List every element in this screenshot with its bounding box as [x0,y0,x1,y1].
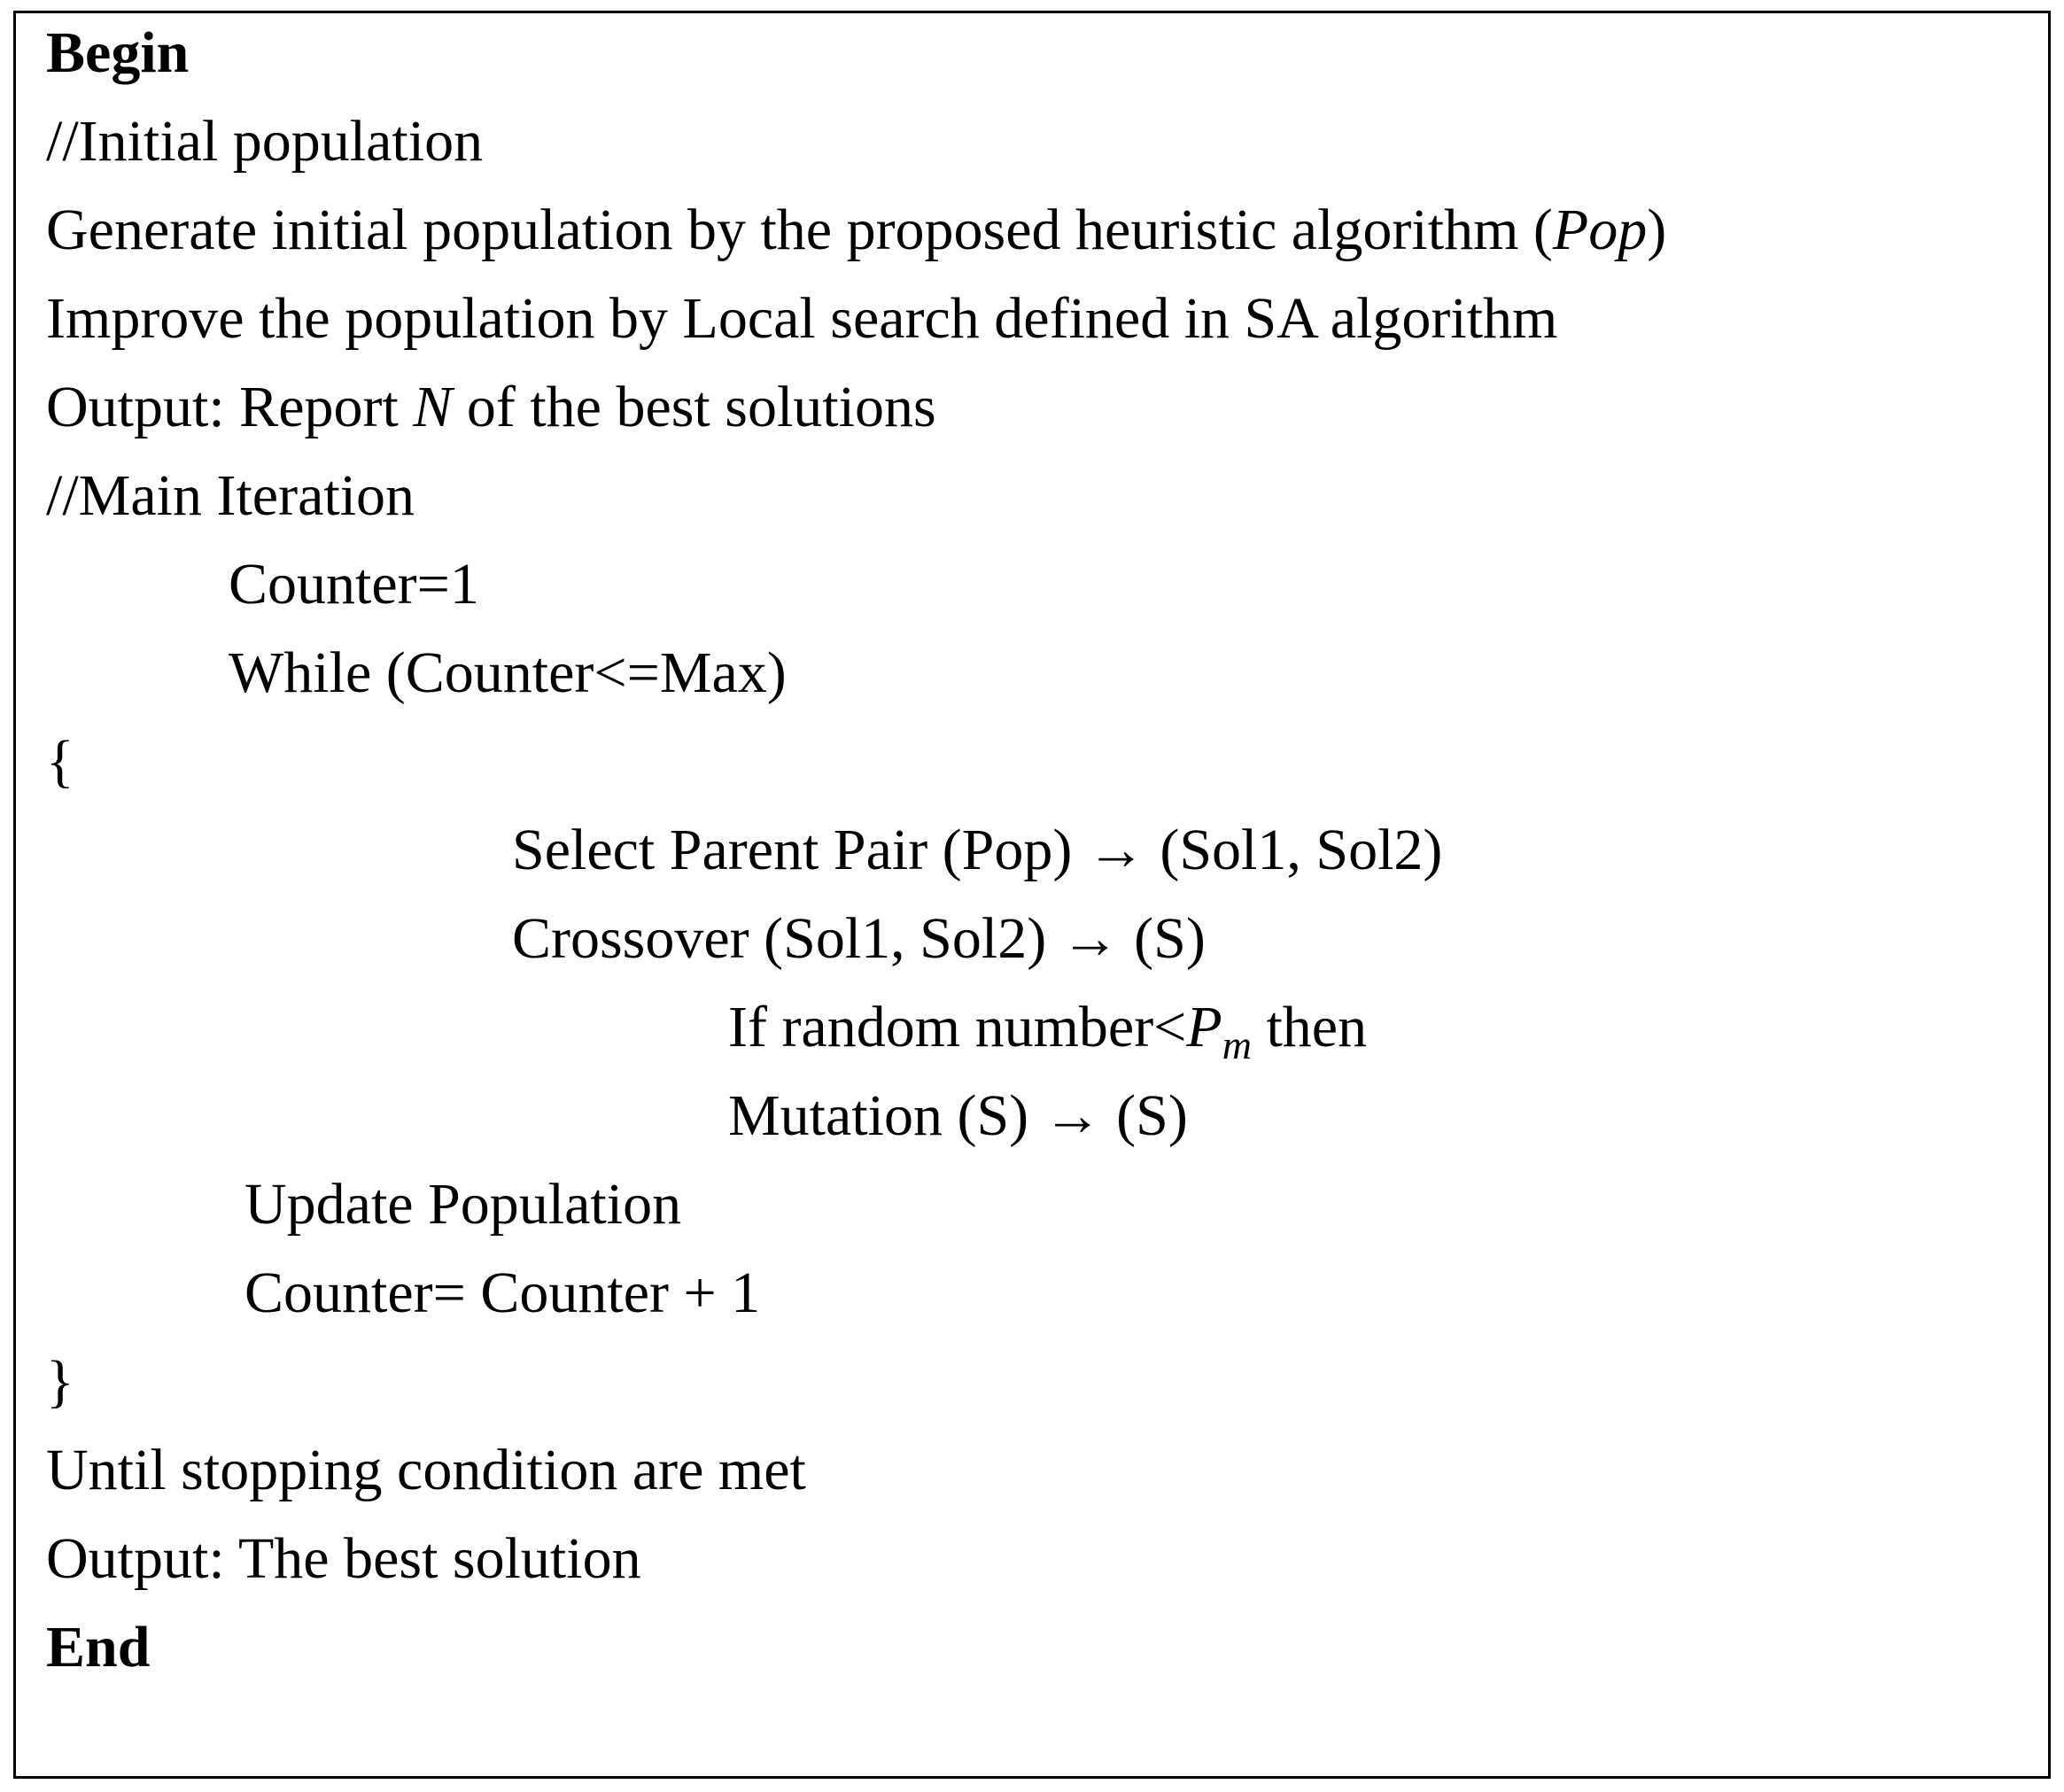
if-suffix: then [1251,995,1368,1059]
if-prefix: If random number< [728,995,1187,1059]
pop-variable: Pop [1552,198,1648,262]
improve-population-line: Improve the population by Local search defined in SA algorithm [46,286,1558,351]
crossover-line: Crossover (Sol1, Sol2) → (S) [512,906,1206,971]
output-report-line [46,372,936,443]
output-best-line: Output: The best solution [46,1526,641,1591]
generate-population-line [46,195,1666,266]
comment-main-iteration: //Main Iteration [46,463,415,528]
pm-subscript: m [1222,1022,1252,1067]
until-condition-line: Until stopping condition are met [46,1438,806,1502]
counter-increment-line: Counter= Counter + 1 [244,1261,761,1325]
algorithm-box [13,11,2051,1779]
output-report-prefix: Output: Report [46,375,414,439]
generate-prefix: Generate initial population by the proposed heuristic algorithm ( [46,198,1553,262]
close-brace: } [46,1349,74,1414]
counter-init-line: Counter=1 [229,552,479,617]
comment-initial-population: //Initial population [46,109,484,174]
select-parent-line: Select Parent Pair (Pop) → (Sol1, Sol2) [512,818,1443,882]
end-keyword: End [46,1615,151,1680]
generate-suffix: ) [1647,198,1667,262]
mutation-line: Mutation (S) → (S) [728,1083,1188,1148]
output-report-suffix: of the best solutions [452,375,936,439]
pm-variable: P [1186,995,1222,1059]
update-population-line: Update Population [244,1172,682,1237]
open-brace: { [46,729,74,794]
while-loop-line: While (Counter<=Max) [229,640,787,705]
n-variable: N [413,375,453,439]
begin-keyword: Begin [46,20,190,85]
if-random-line [728,992,1368,1067]
